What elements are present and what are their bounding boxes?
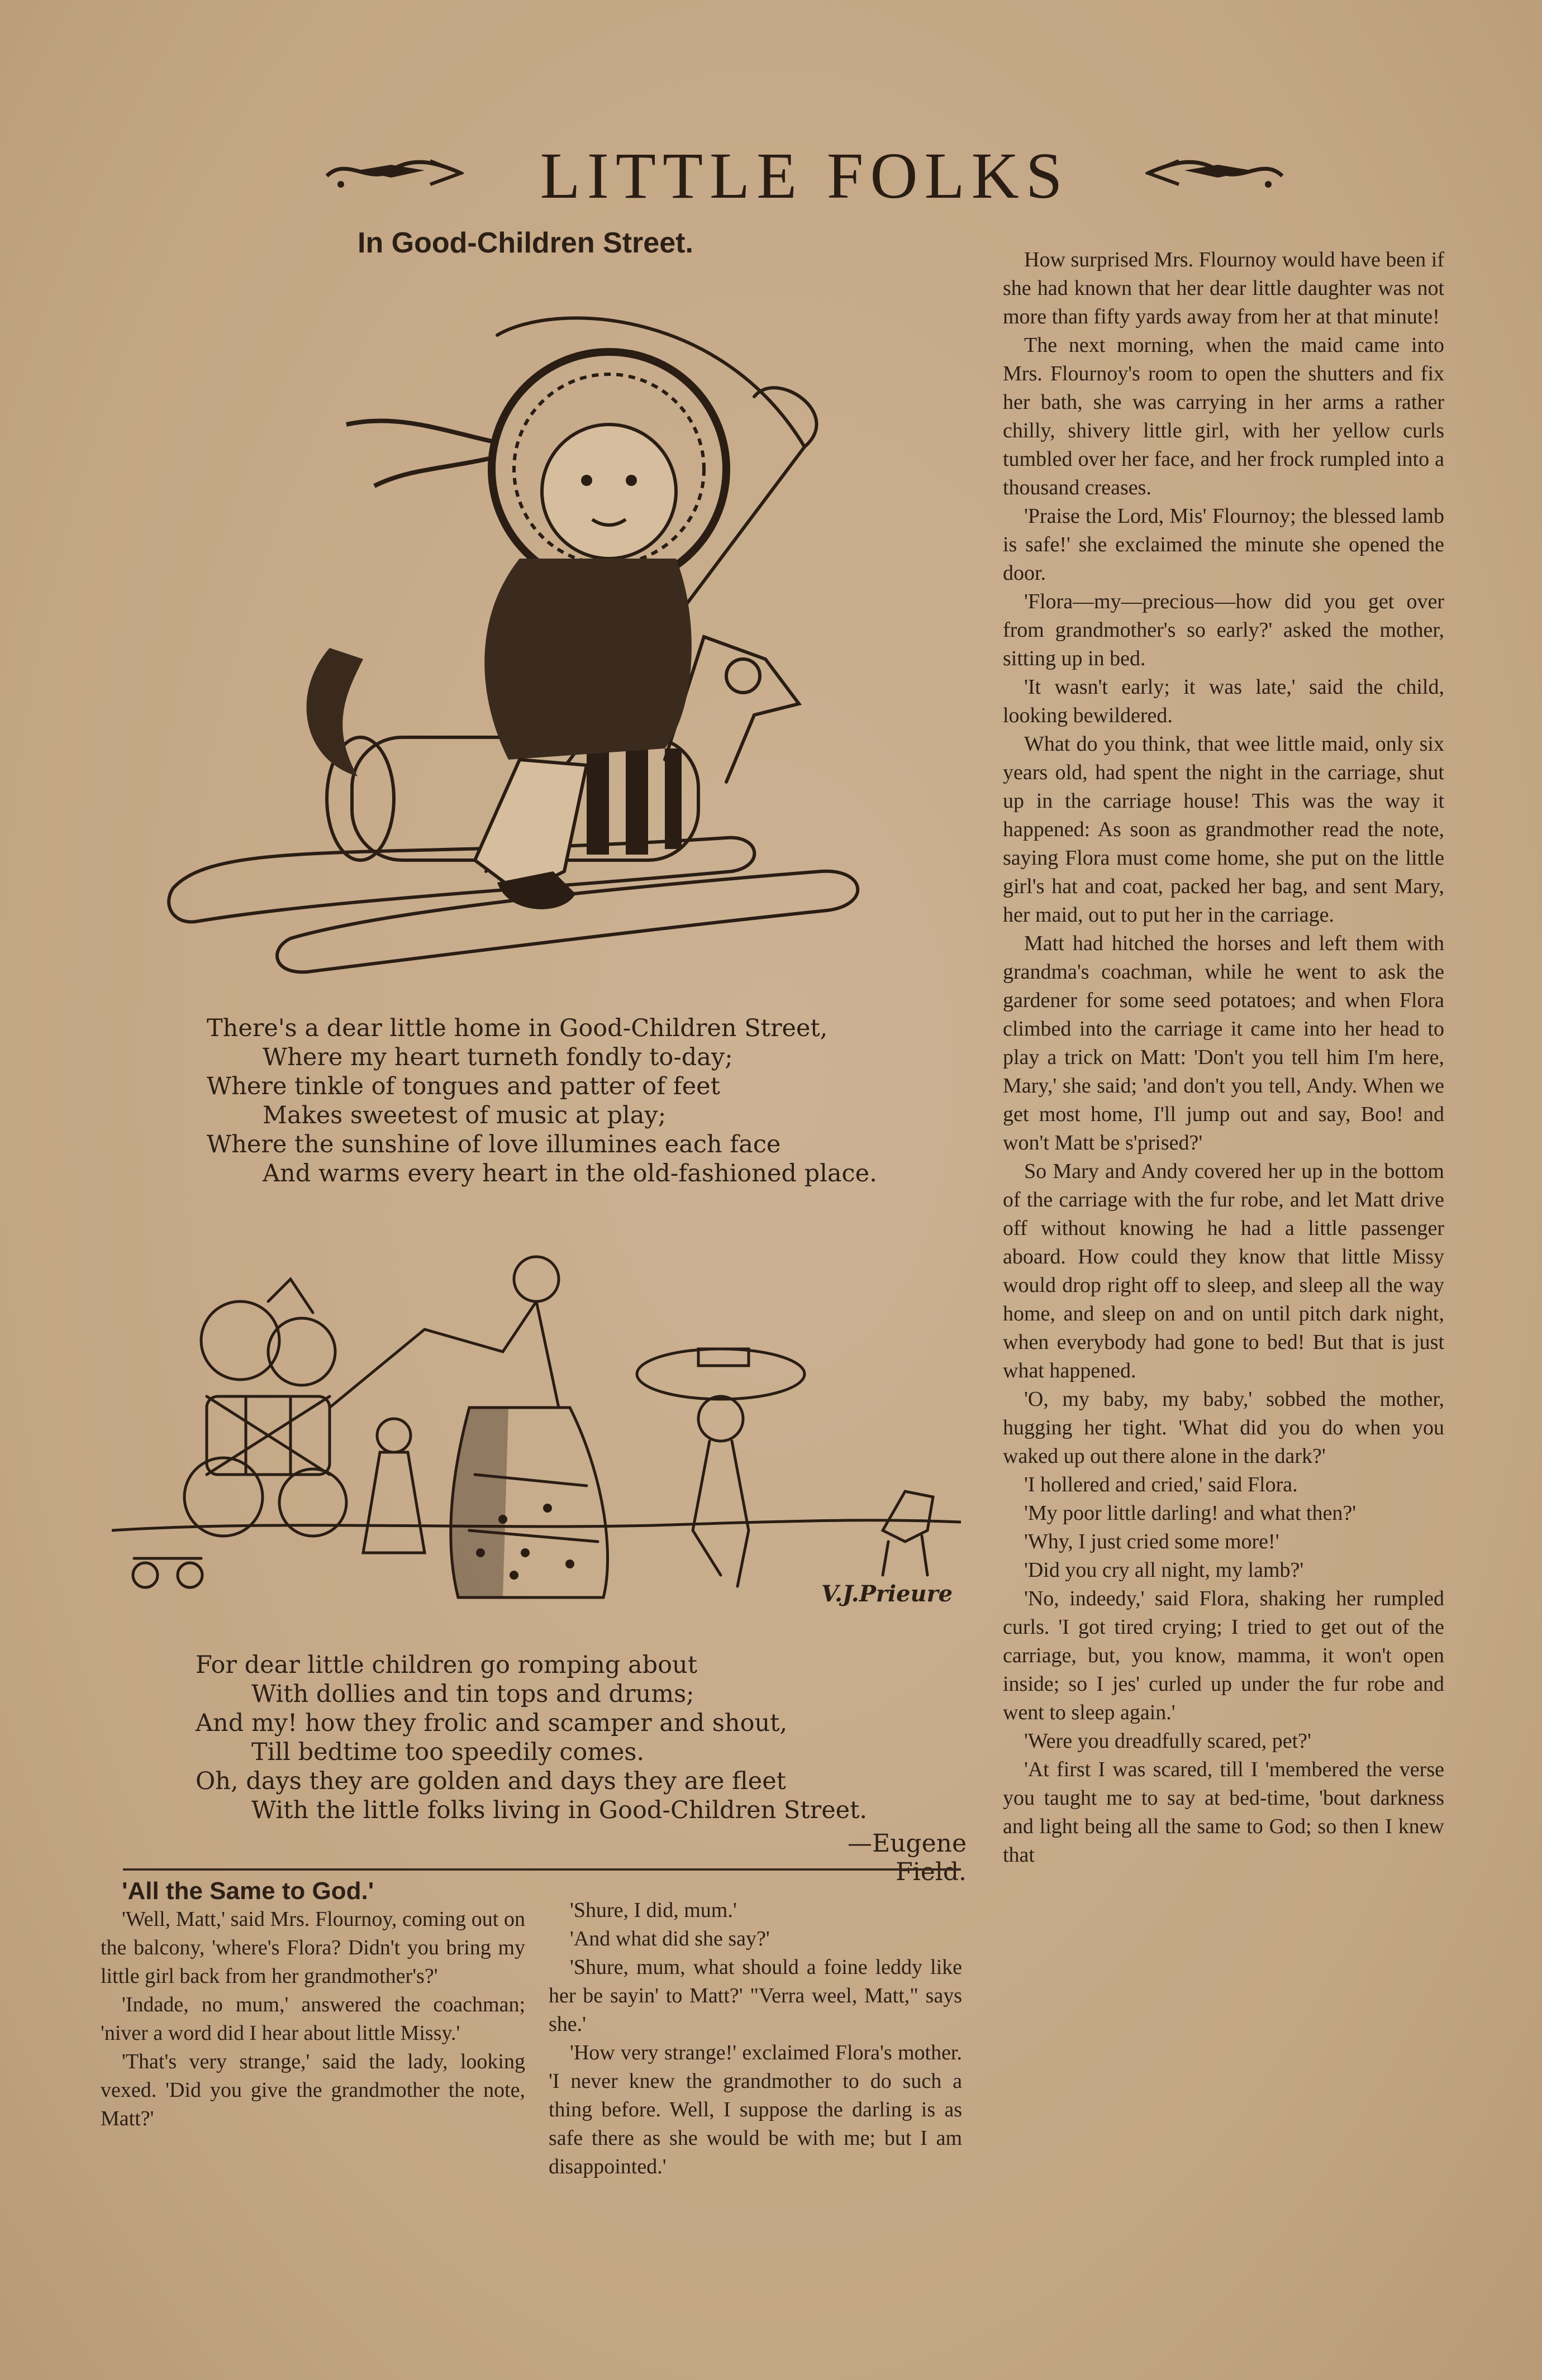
poem-line: With dollies and tin tops and drums; [251, 1680, 694, 1708]
story-title: 'All the Same to God.' [122, 1877, 374, 1905]
poem-line: Where the sunshine of love illumines each face [207, 1131, 781, 1158]
flourish-left-icon [324, 145, 464, 195]
story-column-right [1003, 246, 1444, 1869]
story-paragraph: 'Well, Matt,' said Mrs. Flournoy, coming out on the balcony, 'where's Flora? Didn't you bring my little girl back from her grandmother's?' [101, 1907, 525, 1988]
story-paragraph: 'Did you cry all night, my lamb?' [1024, 1558, 1304, 1582]
story-paragraph: The next morning, when the maid came into Mrs. Flournoy's room to open the shutters and fix her bath, she was carrying in her arms a rather chilly, shivery little girl, with her yellow curls tumbled over her face, and her frock rumpled into a thousand creases. [1003, 333, 1444, 499]
story-paragraph: 'Shure, mum, what should a foine leddy like her be sayin' to Matt?' "Verra weel, Matt," says she.' [549, 1955, 962, 2036]
story-paragraph: What do you think, that wee little maid, only six years old, had spent the night in the carriage, shut up in the carriage house! This was the way it happened: As soon as grandmother read the note, saying Flora must come home, she put on the little girl's hat and coat, packed her bag, and sent Mary, her maid, out to put her in the carriage. [1003, 732, 1444, 927]
story-paragraph: 'At first I was scared, till I 'membered the verse you taught me to say at bed-time, 'bout darkness and light being all the same to God; so then I knew that [1003, 1758, 1444, 1867]
poem-line: Where my heart turneth fondly to-day; [263, 1043, 733, 1071]
poem-line: For dear little children go romping about [196, 1651, 698, 1679]
story-paragraph: 'Shure, I did, mum.' [570, 1899, 737, 1922]
story-paragraph: 'How very strange!' exclaimed Flora's mother. 'I never knew the grandmother to do such a thing before. Well, I suppose the darling is as safe there as she would be with me; but I am disappointed.' [549, 2041, 962, 2178]
story-paragraph: 'Indade, no mum,' answered the coachman; 'niver a word did I hear about little Missy.' [101, 1993, 525, 2045]
poem-stanza-2 [196, 1651, 867, 1825]
poem-line: With the little folks living in Good-Children Street. [251, 1796, 868, 1824]
story-paragraph: So Mary and Andy covered her up in the bottom of the carriage with the fur robe, and let Matt drive off without knowing he had a little passenger aboard. How could they know that little Missy would drop right off to sleep, and sleep all the way home, and sleep on and on until pitch dark night, when everybody had gone to bed! But that is just what happened. [1003, 1160, 1444, 1382]
story-paragraph: 'Flora—my—precious—how did you get over from grandmother's so early?' asked the mother, sitting up in bed. [1003, 590, 1444, 670]
child-on-rocking-horse-illustration [162, 302, 922, 994]
story-paragraph: Matt had hitched the horses and left them with grandma's coachman, while he went to ask the gardener for some seed potatoes; and when Flora climbed into the carriage it came into her head to play a trick on Matt: 'Don't you tell him I'm here, Mary,' she said; 'and don't you tell, Andy. When we get most home, I'll jump out and say, Boo! and won't Matt be s'prised?' [1003, 932, 1444, 1155]
story-paragraph: 'That's very strange,' said the lady, looking vexed. 'Did you give the grandmother the note, Matt?' [101, 2050, 525, 2130]
story-paragraph: 'And what did she say?' [570, 1927, 770, 1950]
masthead [324, 134, 1285, 218]
story-column-b [549, 1896, 962, 2181]
story-paragraph: 'O, my baby, my baby,' sobbed the mother, hugging her tight. 'What did you do when you waked up out there alone in the dark?' [1003, 1387, 1444, 1468]
poem-author: —Eugene Field. [847, 1829, 967, 1886]
story-paragraph: How surprised Mrs. Flournoy would have been if she had known that her dear little daughter was not more than fifty yards away from her at that minute! [1003, 248, 1444, 328]
story-paragraph: 'I hollered and cried,' said Flora. [1024, 1473, 1298, 1496]
poem-line: And my! how they frolic and scamper and shout, [196, 1709, 788, 1737]
poem-line: Where tinkle of tongues and patter of feet [207, 1072, 720, 1100]
story-paragraph: 'Were you dreadfully scared, pet?' [1024, 1729, 1311, 1753]
poem-line: There's a dear little home in Good-Children Street, [207, 1014, 828, 1042]
masthead-title: LITTLE FOLKS [540, 139, 1069, 212]
flourish-right-icon [1145, 145, 1285, 195]
story-paragraph: 'It wasn't early; it was late,' said the child, looking bewildered. [1003, 675, 1444, 727]
story-paragraph: 'Why, I just cried some more!' [1024, 1530, 1279, 1553]
poem-line: Oh, days they are golden and days they are fleet [196, 1767, 786, 1795]
story-column-a [101, 1877, 525, 2133]
poem-title: In Good-Children Street. [358, 227, 693, 259]
illustrator-signature: V.J.Prieure [821, 1581, 953, 1607]
poem-line: Till bedtime too speedily comes. [251, 1738, 645, 1766]
story-paragraph: 'My poor little darling! and what then?' [1024, 1501, 1357, 1525]
section-divider [123, 1868, 961, 1871]
poem-line: And warms every heart in the old-fashioned place. [263, 1160, 877, 1187]
poem-line: Makes sweetest of music at play; [263, 1101, 667, 1129]
story-paragraph: 'Praise the Lord, Mis' Flournoy; the blessed lamb is safe!' she exclaimed the minute she opened the door. [1003, 504, 1444, 585]
poem-stanza-1 [207, 1014, 877, 1188]
story-paragraph: 'No, indeedy,' said Flora, shaking her rumpled curls. 'I got tired crying; I tried to get out of the carriage, but, you know, mamma, it won't open inside; so I jes' curled up under the fur robe and went to sleep again.' [1003, 1587, 1444, 1724]
